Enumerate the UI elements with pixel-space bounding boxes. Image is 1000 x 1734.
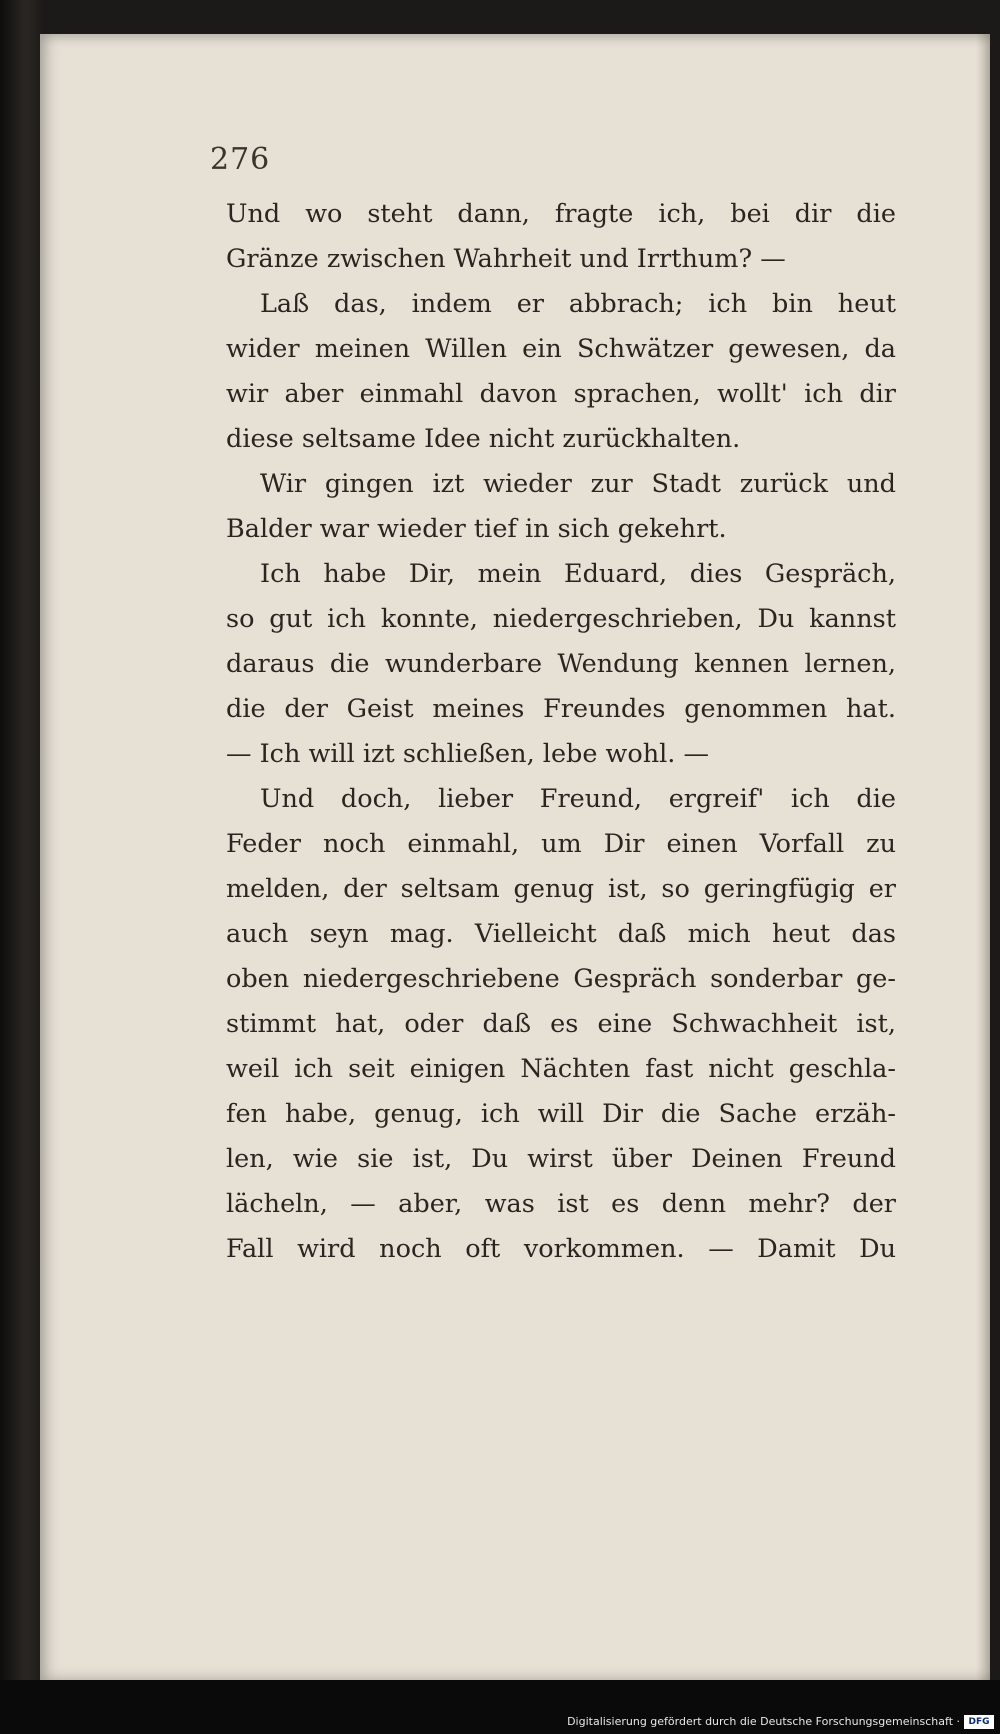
text-line: Balder war wieder tief in sich gekehrt. — [226, 514, 727, 544]
text-line: wider meinen Willen ein Schwätzer gewesen, da — [226, 334, 896, 364]
page-number: 276 — [210, 142, 271, 177]
text-line: die der Geist meines Freundes genommen hat. — [226, 694, 896, 724]
text-line: wir aber einmahl davon sprachen, wollt' ich dir — [226, 379, 896, 409]
text-line: Gränze zwischen Wahrheit und Irrthum? — — [226, 244, 786, 274]
text-line: auch seyn mag. Vielleicht daß mich heut das — [226, 919, 896, 949]
text-line: Laß das, indem er abbrach; ich bin heut — [260, 289, 896, 319]
page-edge-shadow — [976, 34, 990, 1680]
page-text — [226, 192, 896, 1272]
text-line: len, wie sie ist, Du wirst über Deinen Freund — [226, 1144, 896, 1174]
text-line: oben niedergeschriebene Gespräch sonderbar ge- — [226, 964, 896, 994]
text-line: so gut ich konnte, niedergeschrieben, Du kannst — [226, 604, 896, 634]
text-line: fen habe, genug, ich will Dir die Sache erzäh- — [226, 1099, 896, 1129]
text-line: Wir gingen izt wieder zur Stadt zurück und — [260, 469, 896, 499]
text-line: lächeln, — aber, was ist es denn mehr? der — [226, 1189, 896, 1219]
text-line: weil ich seit einigen Nächten fast nicht geschla- — [226, 1054, 896, 1084]
text-line: Fall wird noch oft vorkommen. — Damit Du — [226, 1234, 896, 1264]
text-line: — Ich will izt schließen, lebe wohl. — — [226, 739, 710, 769]
text-line: melden, der seltsam genug ist, so geringfügig er — [226, 874, 896, 904]
text-line: Feder noch einmahl, um Dir einen Vorfall zu — [226, 829, 896, 859]
text-line: Und wo steht dann, fragte ich, bei dir die — [226, 199, 896, 229]
dfg-logo: DFG — [964, 1715, 994, 1729]
text-line: diese seltsame Idee nicht zurückhalten. — [226, 424, 741, 454]
text-line: Ich habe Dir, mein Eduard, dies Gespräch, — [260, 559, 896, 589]
digitization-credit: Digitalisierung gefördert durch die Deutsche Forschungsgemeinschaft · — [567, 1715, 960, 1728]
text-line: stimmt hat, oder daß es eine Schwachheit ist, — [226, 1009, 896, 1039]
text-line: Und doch, lieber Freund, ergreif' ich die — [260, 784, 896, 814]
text-line: daraus die wunderbare Wendung kennen lernen, — [226, 649, 896, 679]
